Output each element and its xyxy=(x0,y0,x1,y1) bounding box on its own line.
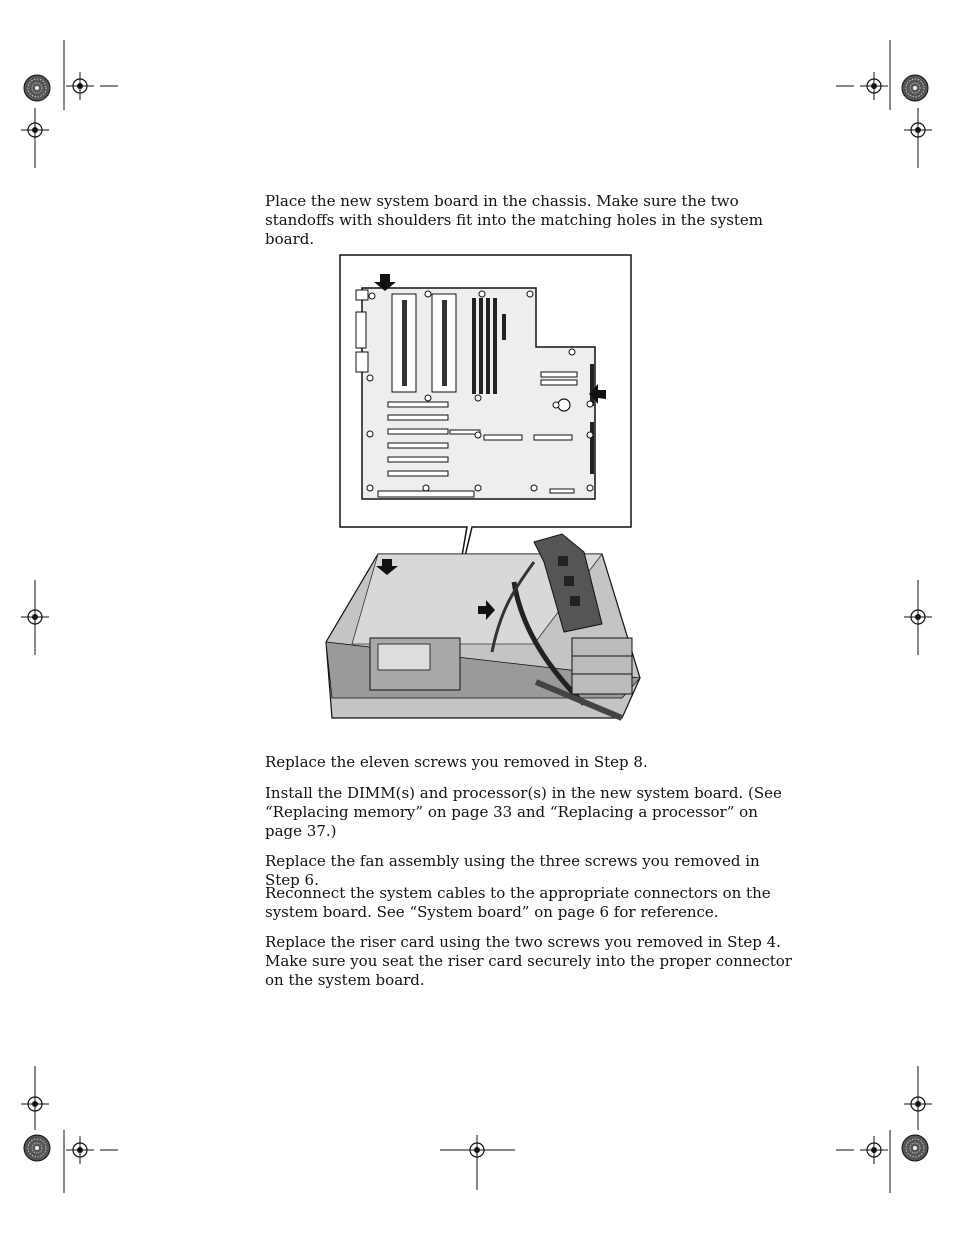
instruction-paragraph: Replace the fan assembly using the three screws you removed in Step 6. xyxy=(265,852,760,889)
crosshair-icon xyxy=(860,1136,888,1164)
instruction-paragraph: Install the DIMM(s) and processor(s) in the new system board. (See “Replacing memory” on page 33 and “Replacing a processor” on page 37.) xyxy=(265,784,782,840)
color-target-icon xyxy=(902,75,928,101)
color-target-icon xyxy=(24,75,50,101)
crosshair-icon xyxy=(66,1136,94,1164)
instruction-paragraph: Replace the riser card using the two screws you removed in Step 4. Make sure you seat the riser card securely into the proper connector on the system board. xyxy=(265,933,792,989)
crosshair-icon xyxy=(860,72,888,100)
instruction-paragraph: Place the new system board in the chassis. Make sure the two standoffs with shoulders fit into the matching holes in the system board. xyxy=(265,192,764,248)
instruction-paragraph: Replace the eleven screws you removed in Step 8. xyxy=(265,753,648,771)
color-target-icon xyxy=(24,1135,50,1161)
color-target-icon xyxy=(902,1135,928,1161)
instruction-paragraph: Reconnect the system cables to the appropriate connectors on the system board. See “System board” on page 6 for reference. xyxy=(265,884,771,921)
crosshair-icon xyxy=(66,72,94,100)
system-board-illustration xyxy=(322,252,644,736)
